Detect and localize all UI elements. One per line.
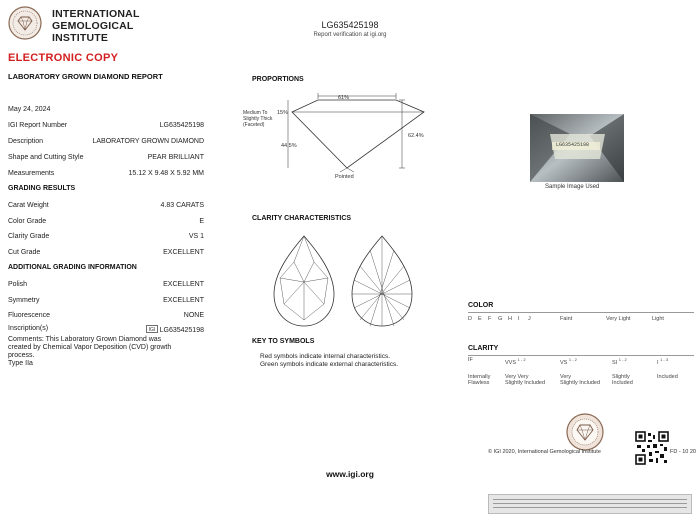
proportions-title: PROPORTIONS (252, 76, 304, 83)
key-to-symbols-title: KEY TO SYMBOLS (252, 338, 315, 345)
table-percent: 61% (338, 95, 350, 101)
security-microtext-band (488, 494, 692, 514)
color-grade: D (468, 316, 472, 322)
grading-value: EXCELLENT (163, 249, 204, 256)
clarity-grade: I $^{1 - 3}$ (657, 357, 669, 366)
form-code: FD - 10 20 (670, 449, 696, 455)
additional-value: EXCELLENT (163, 297, 204, 304)
report-title: LABORATORY GROWN DIAMOND REPORT (8, 72, 163, 81)
report-date-row (8, 106, 204, 113)
additional-label: Polish (8, 281, 28, 288)
additional-row (8, 312, 204, 319)
girdle-line: (Faceted) (243, 122, 265, 128)
clarity-scale-title: CLARITY (468, 345, 499, 352)
color-grade: G (498, 316, 503, 322)
additional-row (8, 325, 204, 334)
detail-value: 15.12 X 9.48 X 5.92 MM (128, 170, 204, 177)
clarity-desc: Slightly Included (612, 374, 633, 386)
grading-label: Color Grade (8, 218, 47, 225)
comments-line: process. (8, 352, 35, 359)
inscription-value (146, 325, 204, 334)
detail-value: LG635425198 (159, 122, 204, 129)
additional-row (8, 297, 204, 304)
detail-row (8, 154, 204, 161)
clarity-desc: Very Slightly Included (560, 374, 601, 386)
verification-note[interactable]: Report verification at igi.org (313, 32, 387, 38)
pavilion-percent: 44.5% (281, 143, 297, 149)
additional-value: NONE (183, 312, 204, 319)
detail-label: IGI Report Number (8, 122, 68, 129)
grading-value: VS 1 (188, 233, 204, 240)
comments-line: Comments: This Laboratory Grown Diamond was (8, 336, 162, 343)
clarity-desc: Internally Flawless (468, 374, 491, 386)
grading-value: E (199, 218, 204, 225)
additional-label: Symmetry (8, 297, 40, 304)
comments-line: created by Chemical Vapor Deposition (CVD) growth (8, 344, 172, 351)
color-grade: J (528, 316, 531, 322)
clarity-grade: SI $^{1 - 2}$ (612, 357, 627, 366)
grading-row (8, 233, 204, 240)
grading-row (8, 202, 204, 209)
additional-row (8, 281, 204, 288)
key-line: Red symbols indicate internal characteristics. (260, 353, 391, 360)
detail-row (8, 170, 204, 177)
grading-label: Cut Grade (8, 249, 41, 256)
report-date: May 24, 2024 (8, 106, 51, 113)
grading-label: Clarity Grade (8, 233, 50, 240)
color-grade: I (518, 316, 520, 322)
depth-percent: 62.4% (408, 133, 424, 139)
electronic-copy-label: ELECTRONIC COPY (8, 52, 119, 64)
clarity-plot-diagram (270, 232, 420, 332)
color-grade: H (508, 316, 512, 322)
diamond-sample-photo (530, 114, 624, 182)
photo-inscription: LG635425198 (556, 142, 590, 148)
color-range-faint: Faint (560, 316, 573, 322)
igi-hologram-seal (566, 413, 604, 451)
grading-value: 4.83 CARATS (160, 202, 204, 209)
color-range-very-light: Very Light (606, 316, 631, 322)
additional-value: EXCELLENT (163, 281, 204, 288)
clarity-grade: IF (468, 357, 473, 363)
additional-grading-title: ADDITIONAL GRADING INFORMATION (8, 264, 137, 271)
detail-label: Description (8, 138, 44, 145)
org-line-3: INSTITUTE (52, 32, 109, 44)
photo-caption: Sample Image Used (545, 184, 600, 190)
girdle-line: Medium To (243, 110, 268, 116)
clarity-grade: VVS $^{1 - 2}$ (505, 357, 526, 366)
color-scale-title: COLOR (468, 302, 494, 309)
org-line-2: GEMOLOGICAL (52, 20, 134, 32)
org-line-1: INTERNATIONAL (52, 8, 140, 20)
clarity-characteristics-title: CLARITY CHARACTERISTICS (252, 215, 352, 222)
culet-label: Pointed (335, 174, 354, 180)
detail-row (8, 122, 204, 129)
color-grade: E (478, 316, 482, 322)
clarity-desc: Included (657, 374, 678, 380)
inscription-text: LG635425198 (159, 327, 204, 334)
key-line: Green symbols indicate external characteristics. (260, 361, 399, 368)
detail-row (8, 138, 204, 145)
crown-percent: 15% (277, 110, 289, 116)
girdle-line: Slightly Thick (243, 116, 273, 122)
comments-line: Type IIa (8, 360, 33, 367)
additional-label: Inscription(s) (8, 325, 49, 332)
igi-inscription-logo-icon (146, 325, 158, 333)
grading-results-title: GRADING RESULTS (8, 185, 76, 192)
proportions-diagram (240, 90, 470, 185)
grading-label: Carat Weight (8, 202, 49, 209)
color-range-light: Light (652, 316, 664, 322)
svg-text:IGI: IGI (148, 327, 155, 333)
grading-row (8, 249, 204, 256)
key-to-symbols-text (260, 353, 398, 369)
detail-value: LABORATORY GROWN DIAMOND (92, 138, 204, 145)
color-grade: F (488, 316, 492, 322)
website-link[interactable]: www.igi.org (326, 469, 374, 479)
detail-value: PEAR BRILLIANT (147, 154, 204, 161)
detail-label: Shape and Cutting Style (8, 154, 84, 161)
clarity-grade: VS $^{1 - 2}$ (560, 357, 577, 366)
grading-row (8, 218, 204, 225)
additional-label: Fluorescence (8, 312, 51, 319)
girdle-description (243, 110, 277, 128)
verification-qr-code[interactable] (635, 431, 669, 465)
copyright-notice: © IGI 2020, International Gemological Institute (488, 449, 601, 455)
clarity-desc: Very Very Slightly Included (505, 374, 546, 386)
comments (8, 336, 204, 368)
detail-label: Measurements (8, 170, 55, 177)
header-report-number: LG635425198 (321, 20, 379, 30)
